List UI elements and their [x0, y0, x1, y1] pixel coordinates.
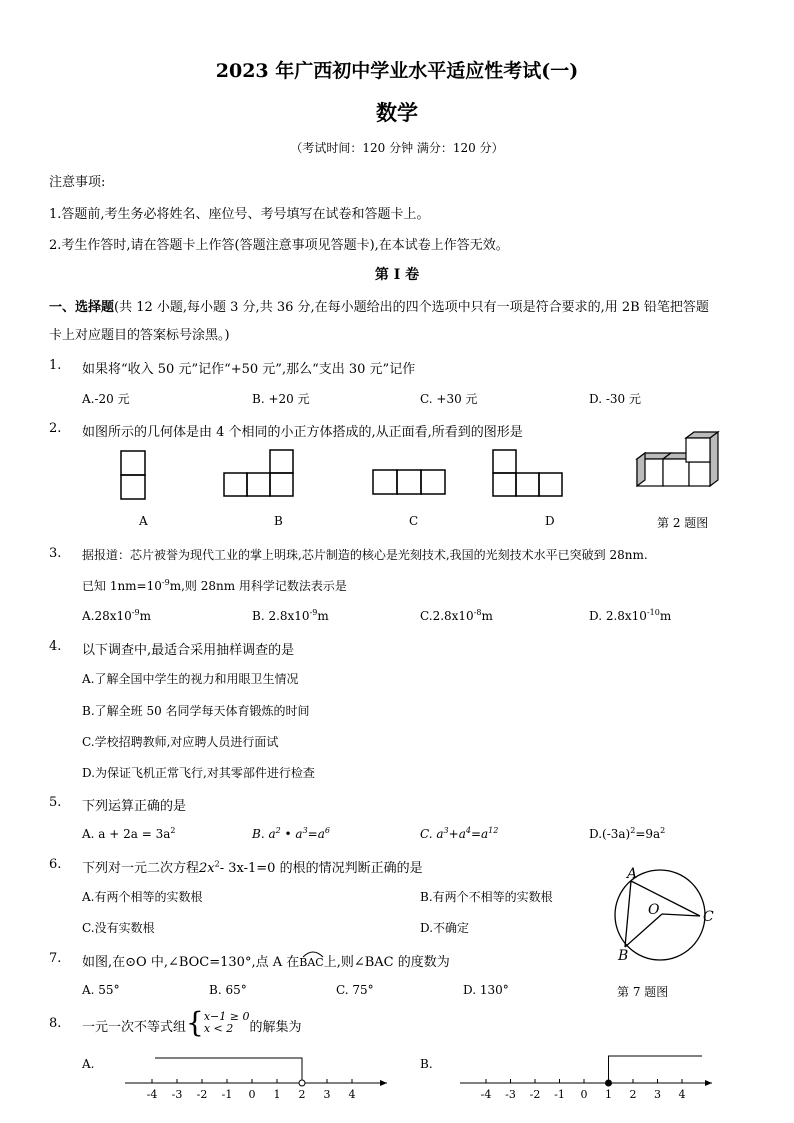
notes-heading: 注意事项: [49, 175, 106, 190]
q6-option-c: C.没有实数根 [82, 921, 155, 935]
question-number: 6. [49, 857, 62, 872]
question-number: 1. [49, 358, 62, 373]
tick-label: -4 [480, 1088, 492, 1101]
question-number: 8. [49, 1016, 62, 1031]
q7-option-c: C. 75° [336, 983, 374, 997]
q8-option-a: A. [82, 1057, 95, 1071]
opt-sup: 2 [630, 826, 636, 835]
question-number: 7. [49, 951, 62, 966]
q2-label-a: A [139, 514, 148, 528]
q8-stem-text2: 的解集为 [249, 1020, 302, 1035]
opt-text: B. a [252, 827, 276, 841]
opt-exp: -8 [473, 608, 482, 617]
q8-option-b: B. [420, 1057, 433, 1071]
q4-option-a: A.了解全国中学生的视力和用眼卫生情况 [82, 672, 299, 686]
opt-unit: m [317, 609, 329, 623]
q2-label-c: C [409, 514, 419, 528]
opt-exp: -9 [131, 608, 140, 617]
tick-label: 3 [323, 1088, 331, 1101]
tick-label: 4 [348, 1088, 356, 1101]
tick-label: -1 [554, 1088, 565, 1101]
point-label-a: A [627, 866, 638, 882]
opt-unit: m [481, 609, 493, 623]
q3-stem-text2: m,则 28nm 用科学记数法表示是 [169, 579, 347, 593]
q7-stem-text2: 上,则∠BAC 的度数为 [323, 955, 450, 970]
tick-label: 2 [298, 1088, 306, 1101]
q2-label-b: B [274, 514, 283, 528]
note-item: 1.答题前,考生务必将姓名、座位号、考号填写在试卷和答题卡上。 [49, 207, 430, 222]
tick-label: 0 [580, 1088, 588, 1101]
opt-text: D.(-3a) [589, 827, 631, 841]
opt-exp: -9 [309, 608, 318, 617]
tick-label: 1 [273, 1088, 281, 1101]
tick-label: 3 [654, 1088, 661, 1101]
q8-stem-text: 一元一次不等式组 [82, 1020, 187, 1035]
section-text: (共 12 小题,每小题 3 分,共 36 分,在每小题给出的四个选项中只有一项是符合要求的,用 2B 铅笔把答题 [114, 300, 709, 315]
opt-sup: 12 [488, 826, 499, 835]
tick-label: 4 [678, 1088, 686, 1101]
opt-text: +a [448, 827, 466, 841]
volume-heading: 第 I 卷 [374, 267, 420, 283]
tick-label: -4 [146, 1088, 158, 1101]
point-label-b: B [618, 948, 629, 964]
q2-label-d: D [545, 514, 555, 528]
q6-option-d: D.不确定 [420, 921, 470, 935]
q2-figure-caption: 第 2 题图 [657, 516, 709, 530]
q5-stem: 下列运算正确的是 [82, 799, 187, 814]
tick-label: -3 [505, 1088, 516, 1101]
q6-stem-text2: - 3x-1=0 的根的情况判断正确的是 [219, 861, 423, 876]
q7-option-a: A. 55° [82, 983, 120, 997]
brace: { [186, 1005, 204, 1039]
opt-sup: 3 [443, 826, 449, 835]
endpoint-dot [299, 1080, 305, 1086]
point-label-c: C [703, 909, 714, 925]
q7-figure-caption: 第 7 题图 [617, 985, 669, 999]
tick-label: 2 [629, 1088, 637, 1101]
exam-title: 2023 年广西初中学业水平适应性考试(一) [215, 60, 579, 82]
opt-base: C.2.8x10 [420, 609, 474, 623]
q3-stem-text: 已知 1nm=10 [82, 579, 162, 593]
opt-text: =a [470, 827, 489, 841]
note-item: 2.考生作答时,请在答题卡上作答(答题注意事项见答题卡),在本试卷上作答无效。 [49, 238, 509, 253]
opt-base: B. 2.8x10 [252, 609, 310, 623]
opt-text: A. a + 2a = 3a [82, 827, 171, 841]
q6-option-b: B.有两个不相等的实数根 [420, 890, 553, 904]
section-title: 一、选择题 [49, 300, 115, 315]
endpoint-dot [606, 1080, 612, 1086]
q6-exponent: 2 [214, 859, 220, 869]
point-label-o: O [648, 902, 660, 918]
question-number: 2. [49, 421, 62, 436]
question-number: 5. [49, 795, 62, 810]
opt-unit: m [139, 609, 151, 623]
q1-stem: 如果将“收入 50 元”记作“+50 元”,那么“支出 30 元”记作 [82, 362, 416, 377]
q4-option-c: C.学校招聘教师,对应聘人员进行面试 [82, 735, 279, 749]
solution-ray [609, 1056, 703, 1083]
opt-text: C. a [420, 827, 444, 841]
q1-option-a: A.-20 元 [82, 392, 130, 406]
tick-label: 1 [605, 1088, 612, 1101]
axis-arrow [705, 1080, 712, 1086]
opt-unit: m [659, 609, 672, 623]
opt-base: D. 2.8x10 [589, 609, 647, 623]
opt-base: A.28x10 [82, 609, 132, 623]
opt-text: =9a [635, 827, 661, 841]
opt-sup: 6 [324, 826, 330, 835]
question-number: 4. [49, 639, 62, 654]
tick-label: -3 [171, 1088, 183, 1101]
tick-label: -1 [221, 1088, 233, 1101]
arc-text: BAC [299, 956, 324, 969]
q6-stem-text: 下列对一元二次方程 [82, 861, 200, 876]
opt-exp: -10 [646, 608, 660, 617]
q4-option-b: B.了解全班 50 名同学每天体育锻炼的时间 [82, 704, 310, 718]
opt-sup: 2 [170, 826, 176, 835]
q1-option-b: B. +20 元 [252, 392, 310, 406]
question-number: 3. [49, 546, 62, 561]
tick-label: -2 [529, 1088, 541, 1101]
opt-text: =a [307, 827, 325, 841]
q3-exponent: -9 [161, 578, 170, 587]
q4-option-d: D.为保证飞机正常飞行,对其零部件进行检查 [82, 766, 315, 780]
q2-stem: 如图所示的几何体是由 4 个相同的小正方体搭成的,从正面看,所看到的图形是 [82, 425, 523, 440]
q7-stem-text: 如图,在⊙O 中,∠BOC=130°,点 A 在 [82, 955, 300, 970]
opt-text: • a [280, 827, 303, 841]
tick-label: 0 [248, 1088, 256, 1101]
exam-info: （考试时间：120 分钟 满分：120 分） [290, 141, 504, 155]
subject-title: 数学 [376, 100, 418, 125]
tick-label: -2 [196, 1088, 208, 1101]
q6-equation: 2x [199, 861, 215, 876]
axis-arrow [380, 1080, 387, 1086]
inequality-1: x−1 ≥ 0 [203, 1009, 250, 1023]
q7-option-b: B. 65° [209, 983, 247, 997]
q4-stem: 以下调查中,最适合采用抽样调查的是 [82, 643, 295, 658]
q3-stem-line1: 据报道：芯片被誉为现代工业的掌上明珠,芯片制造的核心是光刻技术,我国的光刻技术水平已突破到 28nm. [82, 548, 648, 562]
q1-option-c: C. +30 元 [420, 392, 478, 406]
inequality-2: x < 2 [203, 1021, 234, 1035]
section-text-cont: 卡上对应题目的答案标号涂黑。) [49, 328, 230, 343]
q7-option-d: D. 130° [463, 983, 509, 997]
opt-sup: 2 [660, 826, 666, 835]
opt-sup: 4 [465, 826, 471, 835]
q1-option-d: D. -30 元 [589, 392, 641, 406]
opt-sup: 2 [275, 826, 281, 835]
q6-option-a: A.有两个相等的实数根 [82, 890, 203, 904]
opt-sup: 3 [302, 826, 308, 835]
